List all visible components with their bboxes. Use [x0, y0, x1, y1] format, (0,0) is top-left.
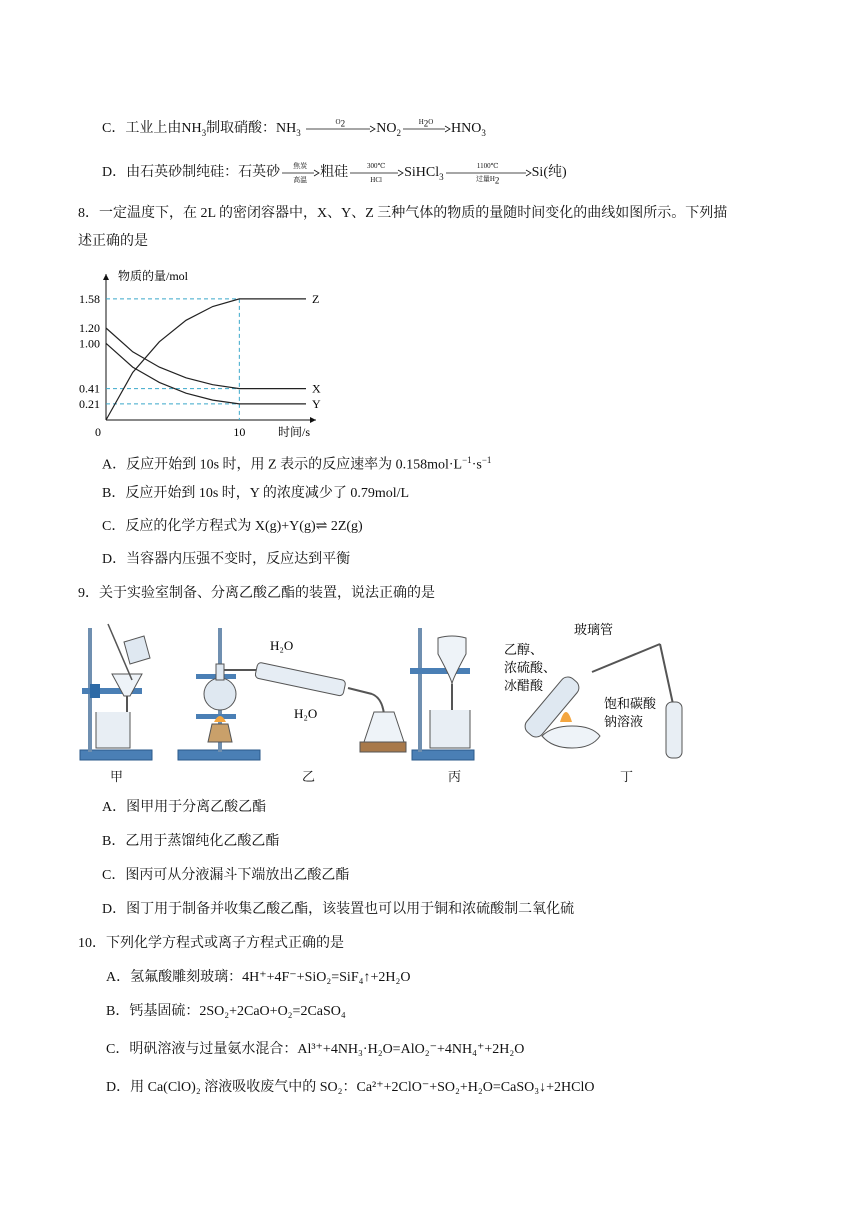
x-tick-label: 0 [95, 425, 101, 439]
reaction-arrow: $H_2O$ [401, 118, 451, 140]
caption-bing: 丙 [448, 769, 462, 784]
q8-stem-line2: 述正确的是 [78, 234, 148, 249]
series-label-z: Z [312, 291, 320, 306]
svg-text:钠溶液: 钠溶液 [604, 715, 644, 730]
q10-option-d: D．用 Ca(ClO)₂ 溶液吸收废气中的 SO₂：Ca²⁺+2ClO⁻+SO₂+H₂O=CaSO₃↓+2HClO [106, 1080, 595, 1095]
apparatus-ding [504, 622, 682, 758]
svg-text:乙醇、: 乙醇、 [504, 643, 544, 658]
q8-option-c: C．反应的化学方程式为 X(g)+Y(g)⇌ 2Z(g) [102, 519, 363, 534]
apparatus-bing [410, 628, 474, 760]
series-line-y [106, 343, 306, 404]
series-label-y: Y [312, 396, 321, 411]
q8-stem-line1: 8．一定温度下，在 2L 的密闭容器中，X、Y、Z 三种气体的物质的量随时间变化的曲线如图所示。下列描 [78, 206, 728, 221]
series-line-x [106, 328, 306, 389]
q9-stem: 9．关于实验室制备、分离乙酸乙酯的装置，说法正确的是 [78, 586, 435, 601]
y-tick-label: 1.00 [79, 336, 100, 351]
q9-option-c: C．图丙可从分液漏斗下端放出乙酸乙酯 [102, 868, 350, 883]
q10-option-c: C．明矾溶液与过量氨水混合：Al³⁺+4NH₃·H₂O=AlO₂⁻+4NH₄⁺+2H₂O [106, 1042, 525, 1057]
q7-option-c: C．工业上由$NH_3$制取硝酸：$NH_3$ $O_2$ $NO_2$ $H_2O$ $HNO_3$ [102, 118, 486, 139]
y-tick-label: 1.20 [79, 321, 100, 335]
q10-stem: 10．下列化学方程式或离子方程式正确的是 [78, 936, 344, 951]
q8-option-a: A．反应开始到 10s 时，用 Z 表示的反应速率为 $0.158mol\cdot L^{-1}\cdot s^{-1}$ [102, 455, 492, 473]
apparatus-jia [80, 624, 152, 760]
svg-text:饱和碳酸: 饱和碳酸 [604, 697, 657, 712]
reaction-arrow: 1100℃ 过量$H_2$ [444, 162, 532, 184]
svg-text:H₂O: H₂O [270, 638, 294, 653]
svg-text:H₂O: H₂O [294, 706, 318, 721]
reaction-arrow: 300℃ HCl [348, 162, 404, 184]
series-line-z [106, 299, 306, 420]
q9-option-b: B．乙用于蒸馏纯化乙酸乙酯 [102, 834, 280, 849]
q8-chart [79, 262, 338, 442]
q10-option-a: A．氢氟酸雕刻玻璃：4H⁺+4F⁻+SiO₂=SiF₄↑+2H₂O [106, 970, 411, 985]
y-tick-label: 1.58 [79, 291, 100, 306]
y-axis-label: 物质的量/mol [118, 269, 189, 283]
x-tick-label: 10 [233, 425, 246, 439]
reaction-arrow: 焦炭 高温 [280, 162, 320, 184]
q10-option-b: B．钙基固硫：2SO₂+2CaO+O₂=2CaSO₄ [106, 1004, 346, 1019]
series-label-x: X [312, 381, 321, 396]
apparatus-diagram [72, 614, 692, 784]
line-chart [79, 262, 338, 442]
y-tick-label: 0.41 [79, 381, 100, 396]
apparatus-yi [178, 628, 406, 760]
q9-apparatus-figure [72, 614, 692, 784]
q9-option-d: D．图丁用于制备并收集乙酸乙酯，该装置也可以用于铜和浓硫酸制二氧化硫 [102, 902, 575, 917]
svg-text:玻璃管: 玻璃管 [574, 623, 614, 638]
q8-option-d: D．当容器内压强不变时，反应达到平衡 [102, 552, 351, 567]
caption-yi: 乙 [302, 769, 316, 784]
q8-option-b: B．反应开始到 10s 时，Y 的浓度减少了 0.79mol/L [102, 486, 410, 501]
caption-ding: 丁 [620, 769, 634, 784]
x-axis-label: 时间/s [278, 425, 311, 439]
reaction-arrow: $O_2$ [304, 118, 376, 140]
svg-text:冰醋酸: 冰醋酸 [504, 679, 544, 694]
q9-option-a: A．图甲用于分离乙酸乙酯 [102, 800, 267, 815]
y-tick-label: 0.21 [79, 396, 100, 411]
caption-jia: 甲 [110, 769, 124, 784]
svg-text:浓硫酸、: 浓硫酸、 [504, 661, 557, 676]
q7-option-d: D．由石英砂制纯硅：石英砂 焦炭 高温 粗硅 300℃ HCl SiHCl$_3$ 1100℃ 过量$H_2$ Si(纯) [102, 162, 567, 185]
